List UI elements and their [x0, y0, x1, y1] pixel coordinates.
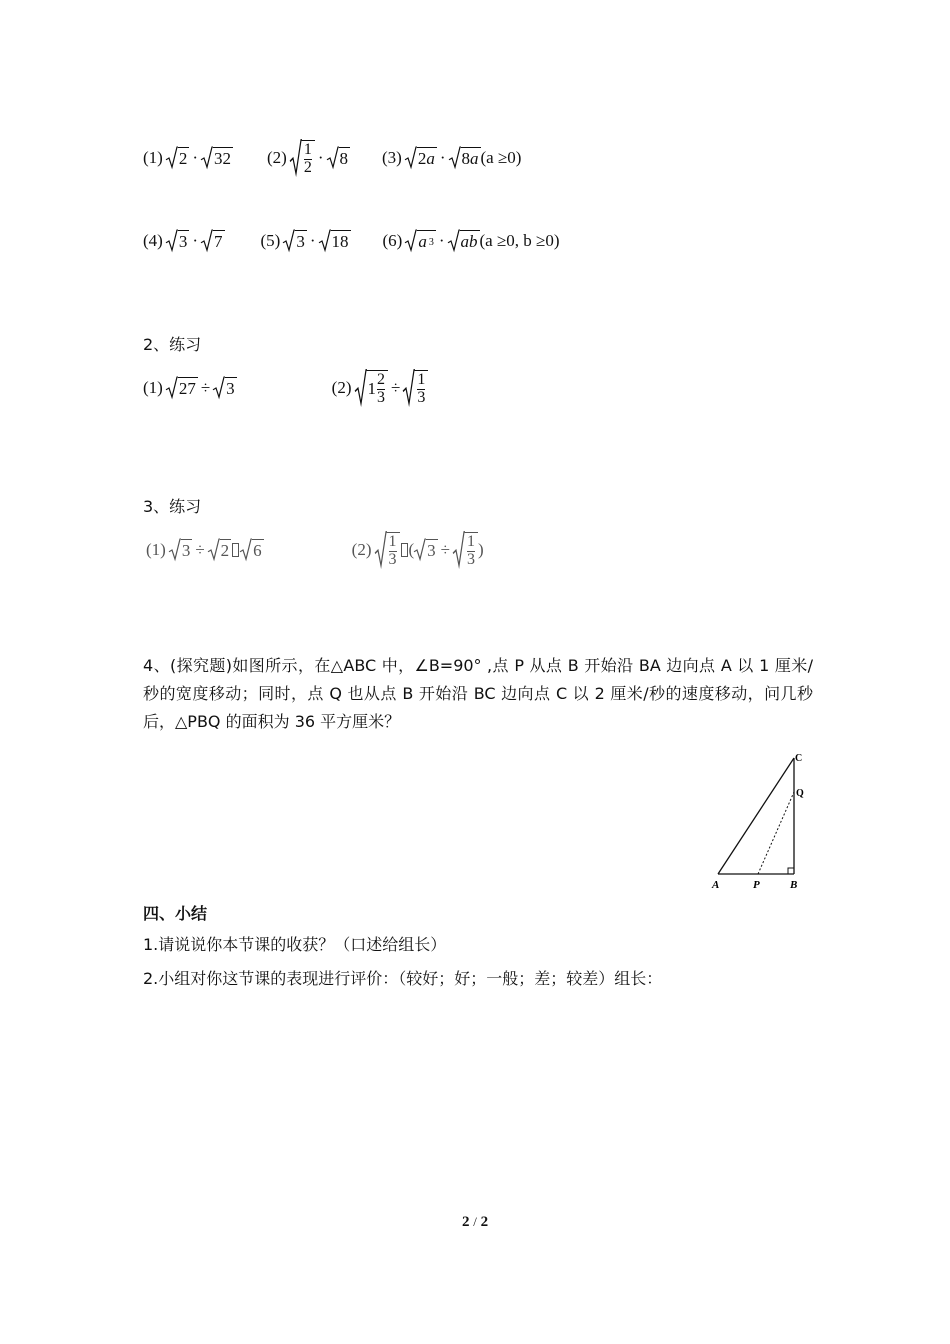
sqrt: 27 — [166, 377, 198, 399]
sqrt-mixed-fraction: 1 $\frac{2}{3}$ — [355, 370, 389, 407]
label-p: P — [753, 879, 760, 891]
sqrt: 7 — [201, 230, 225, 252]
sqrt: 3 — [166, 230, 190, 252]
exercise3-heading: 3、练习 — [143, 497, 202, 516]
exercise2-row — [143, 370, 428, 407]
label-a: A — [712, 879, 720, 891]
sqrt: 3 — [169, 539, 193, 561]
ex1-item-6: (6) a 3 · ab (a ≥0, b ≥0) — [382, 231, 560, 251]
sqrt: 18 — [319, 230, 351, 252]
sqrt: ab — [448, 230, 480, 252]
sqrt: 32 — [201, 147, 233, 169]
missing-glyph-box — [401, 543, 408, 557]
condition: (a ≥0) — [480, 148, 522, 168]
summary-heading: 四、小结 — [143, 904, 208, 923]
ex2-item-1: (1) 27 ÷ 3 — [143, 378, 235, 399]
ex1-item-4: (4) 3 · 7 — [143, 231, 223, 251]
exercise3-row — [146, 532, 484, 569]
sqrt-fraction: $\frac{1}{3}$ — [453, 532, 478, 569]
ex3-item-1: (1) 3 ÷ 2 6 — [146, 540, 262, 561]
missing-glyph-box — [232, 543, 239, 557]
sqrt: 6 — [240, 539, 264, 561]
ex1-item-1: (1) 2 · 32 — [143, 148, 231, 169]
condition: (a ≥0, b ≥0) — [479, 231, 560, 250]
ex1-item-3: (3) 2 a · 8 a (a ≥0) — [382, 148, 522, 169]
sqrt: 8 a — [449, 147, 481, 169]
item-number: (1) — [143, 148, 163, 168]
sqrt: 2 — [208, 539, 232, 561]
sqrt-fraction: $\frac{1}{3}$ — [375, 532, 400, 569]
sqrt: 3 — [213, 377, 237, 399]
sqrt: 3 — [414, 539, 438, 561]
sqrt: 3 — [283, 230, 307, 252]
exercise2-heading: 2、练习 — [143, 335, 202, 354]
exercise1-row2 — [143, 230, 560, 252]
ex3-item-2: (2) $\frac{1}{3}$ ( 3 ÷ $\frac{1}{3}$ ) — [351, 533, 484, 568]
summary-question-2: 2.小组对你这节课的表现进行评价：（较好；好；一般；差；较差）组长： — [143, 969, 663, 988]
label-b: B — [790, 879, 798, 891]
ex1-item-5: (5) 3 · 18 — [260, 231, 349, 251]
ex2-item-2: (2) 1 $\frac{2}{3}$ ÷ $\frac{1}{3}$ — [332, 370, 429, 407]
triangle-figure — [706, 748, 806, 894]
page-number: 2 / 2 — [461, 1214, 489, 1230]
exercise4-problem: 4、(探究题)如图所示，在△ABC 中，∠B=90° ,点 P 从点 B 开始沿 BA 边向点 A 以 1 厘米/秒的宽度移动；同时，点 Q 也从点 B 开始沿 BC 边向点 C 以 2 厘米/秒的速度移动，问几秒后，△PBQ 的面积为 36 平方厘米？ — [143, 656, 813, 731]
exercise1-row1 — [143, 140, 521, 177]
sqrt: 8 — [327, 147, 351, 169]
sqrt: 2 a — [405, 147, 437, 169]
sqrt: a 3 — [405, 230, 436, 252]
sqrt-fraction: $\frac{1}{3}$ — [403, 370, 428, 407]
label-c: C — [795, 753, 803, 764]
sqrt: 2 — [166, 147, 190, 169]
summary-question-1: 1.请说说你本节课的收获？（口述给组长） — [143, 935, 447, 954]
label-q: Q — [796, 788, 804, 799]
ex1-item-2: (2) $\frac{1}{2}$ · 8 — [267, 141, 348, 176]
sqrt-fraction: $\frac{1}{2}$ — [290, 140, 315, 177]
